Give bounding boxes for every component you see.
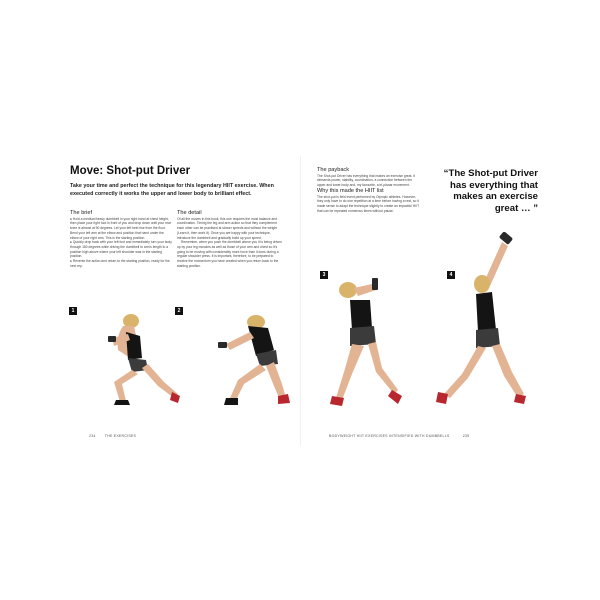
right-running-head: BODYWEIGHT HIIT EXERCISES INTENSIFIED WITH DUMBBELLS bbox=[329, 434, 450, 438]
right-leg bbox=[368, 342, 398, 394]
step-1-photo bbox=[78, 306, 184, 416]
detail-paragraph-2: Remember, when you push the dumbbell above you it is being driven up by your leg muscles as well as those of your arm and chest so it's going to be moving with considerably more force than it does during a regular shoulder press. It is important, therefore, to be prepared to receive the momentum you have created when you return back to the starting position. bbox=[177, 240, 282, 268]
brief-step-1: ● Hold a medium/heavy dumbbell in your right hand at chest height, then place your right foot in front of you and drop down until your rear knee is almost at 90 degrees. Let your left heel rise from the floor. Bend your left arm at the elbow and position that hand under the elbow of your right arm. This is the starting position. bbox=[70, 216, 171, 240]
intro-text: Take your time and perfect the technique for this legendary HIIT exercise. When executed correctly it works the upper and lower body to brilliant effect. bbox=[70, 183, 274, 197]
dumbbell bbox=[108, 336, 116, 342]
detail-paragraph-1: Of all the moves in this book, this one requires the most balance and coordination. Timing the leg and arm action so that they complement each other can be practised at slower speeds and without the weight (Learn it, then work it). Once you are happy with your technique, introduce the dumbbell and gradually build up your speed. bbox=[177, 216, 278, 240]
step-number-3: 3 bbox=[320, 271, 328, 279]
left-shoe bbox=[436, 392, 448, 404]
right-page-number: 235 bbox=[462, 434, 470, 438]
hair bbox=[474, 275, 490, 293]
book-spine bbox=[300, 156, 301, 446]
left-leg bbox=[336, 344, 364, 400]
hair bbox=[123, 314, 139, 328]
front-shoe bbox=[224, 398, 238, 405]
step-number-2: 2 bbox=[175, 307, 183, 315]
step-3-photo bbox=[310, 232, 422, 418]
why-heading: Why this made the HIIT list bbox=[317, 187, 384, 194]
front-shoe bbox=[114, 400, 130, 405]
left-folio bbox=[89, 434, 136, 438]
dumbbell bbox=[218, 342, 227, 348]
page-title: Move: Shot-put Driver bbox=[70, 165, 191, 177]
hair bbox=[339, 282, 357, 298]
book-spread bbox=[56, 156, 544, 446]
left-page-number: 234 bbox=[89, 434, 96, 438]
dumbbell bbox=[499, 232, 513, 245]
step-number-4: 4 bbox=[447, 271, 455, 279]
left-running-head: THE EXERCISES bbox=[104, 434, 137, 438]
step-4-photo bbox=[422, 232, 546, 418]
athlete-figure bbox=[108, 314, 180, 405]
step-2-photo bbox=[174, 306, 292, 416]
payback-column bbox=[317, 167, 421, 213]
left-leg bbox=[444, 346, 486, 398]
tank-top bbox=[350, 300, 372, 330]
dumbbell bbox=[372, 278, 378, 290]
right-shoe bbox=[514, 394, 526, 404]
front-leg bbox=[114, 370, 138, 402]
brief-step-2: ● Quickly drop back with your left foot and immediately turn your body through 180 degrees while driving the dumbbell to arm's length to a position high above where your left shoulder was in the starting position. bbox=[70, 240, 172, 259]
tank-top bbox=[476, 292, 496, 332]
pull-quote: “The Shot-put Driver has everything that makes an exercise great … ” bbox=[443, 168, 538, 214]
athlete-figure bbox=[330, 278, 402, 406]
step-number-1: 1 bbox=[69, 307, 77, 315]
right-leg bbox=[492, 344, 524, 398]
payback-heading: The payback bbox=[317, 167, 350, 173]
right-shoe bbox=[388, 390, 402, 404]
front-leg bbox=[230, 364, 266, 400]
rear-leg bbox=[266, 362, 286, 400]
payback-text: The Shot-put Driver has everything that makes an exercise great. It demands power, stability, coordination, a connection between the upper and lower body and, my favourite, a tri-planar movement. bbox=[317, 173, 416, 188]
brief-column bbox=[70, 211, 172, 268]
right-folio bbox=[329, 434, 469, 438]
arm bbox=[226, 332, 254, 350]
brief-step-3: ● Reverse the action and return to the starting position, ready for the next rep. bbox=[70, 259, 170, 268]
detail-heading: The detail bbox=[177, 210, 202, 216]
why-text: The shot-put is field event performed by Olympic athletes. However, they only have to do one repetition at a time before having a rest, so it made sense to adapt the technique slightly to create an impactful HIIT that can be repeated numerous times without pause. bbox=[317, 194, 420, 213]
athlete-figure bbox=[436, 232, 526, 404]
detail-column bbox=[177, 211, 282, 268]
brief-heading: The brief bbox=[70, 210, 93, 216]
athlete-figure bbox=[218, 315, 290, 405]
